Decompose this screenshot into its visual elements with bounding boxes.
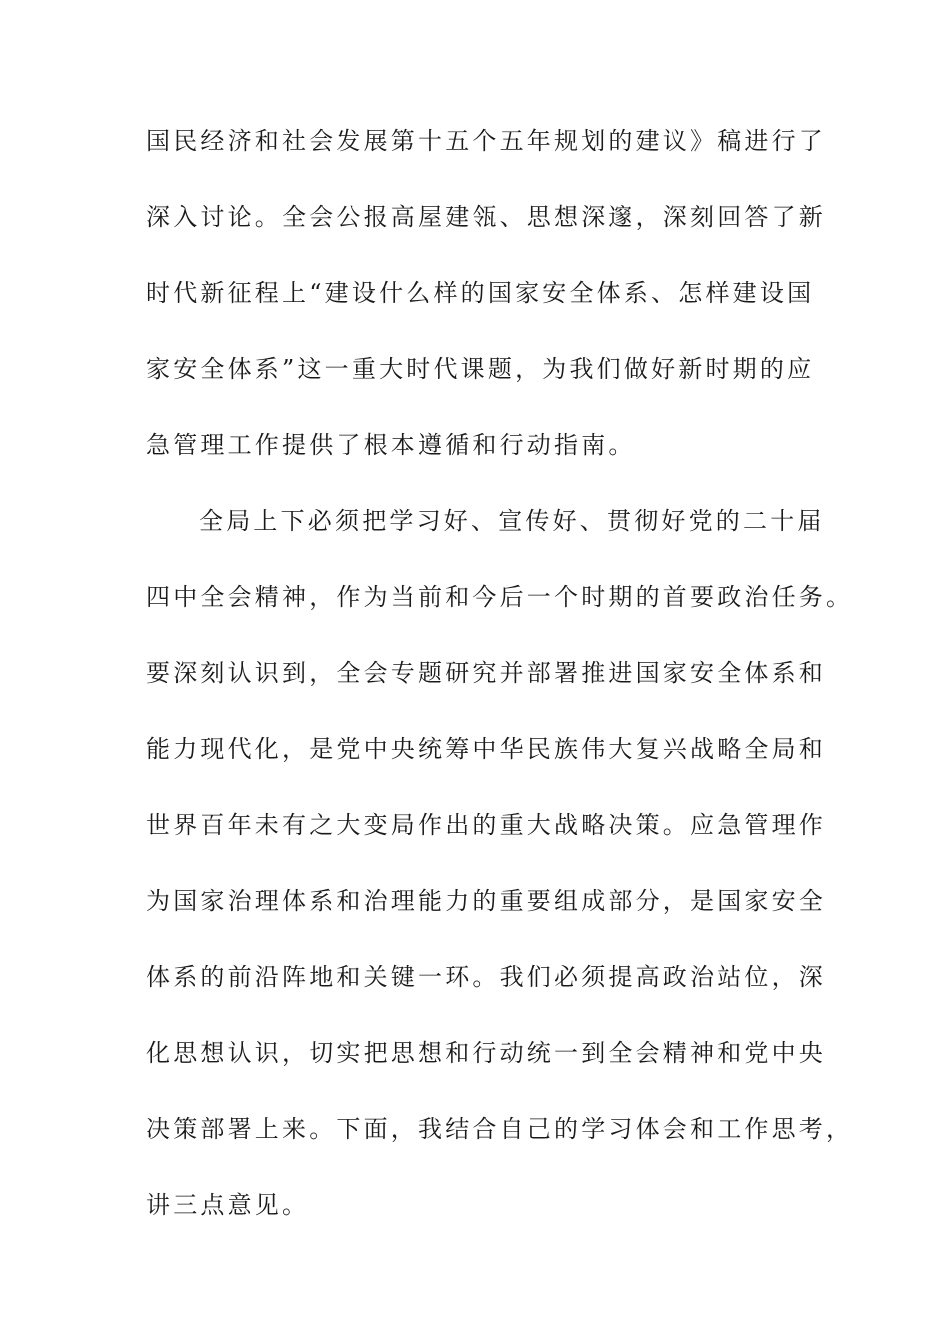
text-line: 家安全体系”这一重大时代课题，为我们做好新时期的应: [146, 355, 815, 383]
text-line: 时代新征程上“建设什么样的国家安全体系、怎样建设国: [146, 279, 815, 307]
text-line: 国民经济和社会发展第十五个五年规划的建议》稿进行了: [146, 127, 826, 155]
text-line: 为国家治理体系和治理能力的重要组成部分，是国家安全: [146, 887, 826, 915]
text-line: 急管理工作提供了根本遵循和行动指南。: [146, 431, 636, 459]
text-line: 要深刻认识到，全会专题研究并部署推进国家安全体系和: [146, 659, 826, 687]
text-line: 深入讨论。全会公报高屋建瓴、思想深邃，深刻回答了新: [146, 203, 826, 231]
text-line: 能力现代化，是党中央统筹中华民族伟大复兴战略全局和: [146, 735, 826, 763]
text-line: 体系的前沿阵地和关键一环。我们必须提高政治站位，深: [146, 963, 826, 991]
text-line: 化思想认识，切实把思想和行动统一到全会精神和党中央: [146, 1039, 826, 1067]
text-line: 四中全会精神，作为当前和今后一个时期的首要政治任务。: [146, 583, 854, 611]
paragraph-first-line: 全局上下必须把学习好、宣传好、贯彻好党的二十届: [199, 507, 825, 535]
text-line: 决策部署上来。下面，我结合自己的学习体会和工作思考，: [146, 1115, 854, 1143]
text-line: 讲三点意见。: [146, 1191, 310, 1219]
text-line: 世界百年未有之大变局作出的重大战略决策。应急管理作: [146, 811, 826, 839]
